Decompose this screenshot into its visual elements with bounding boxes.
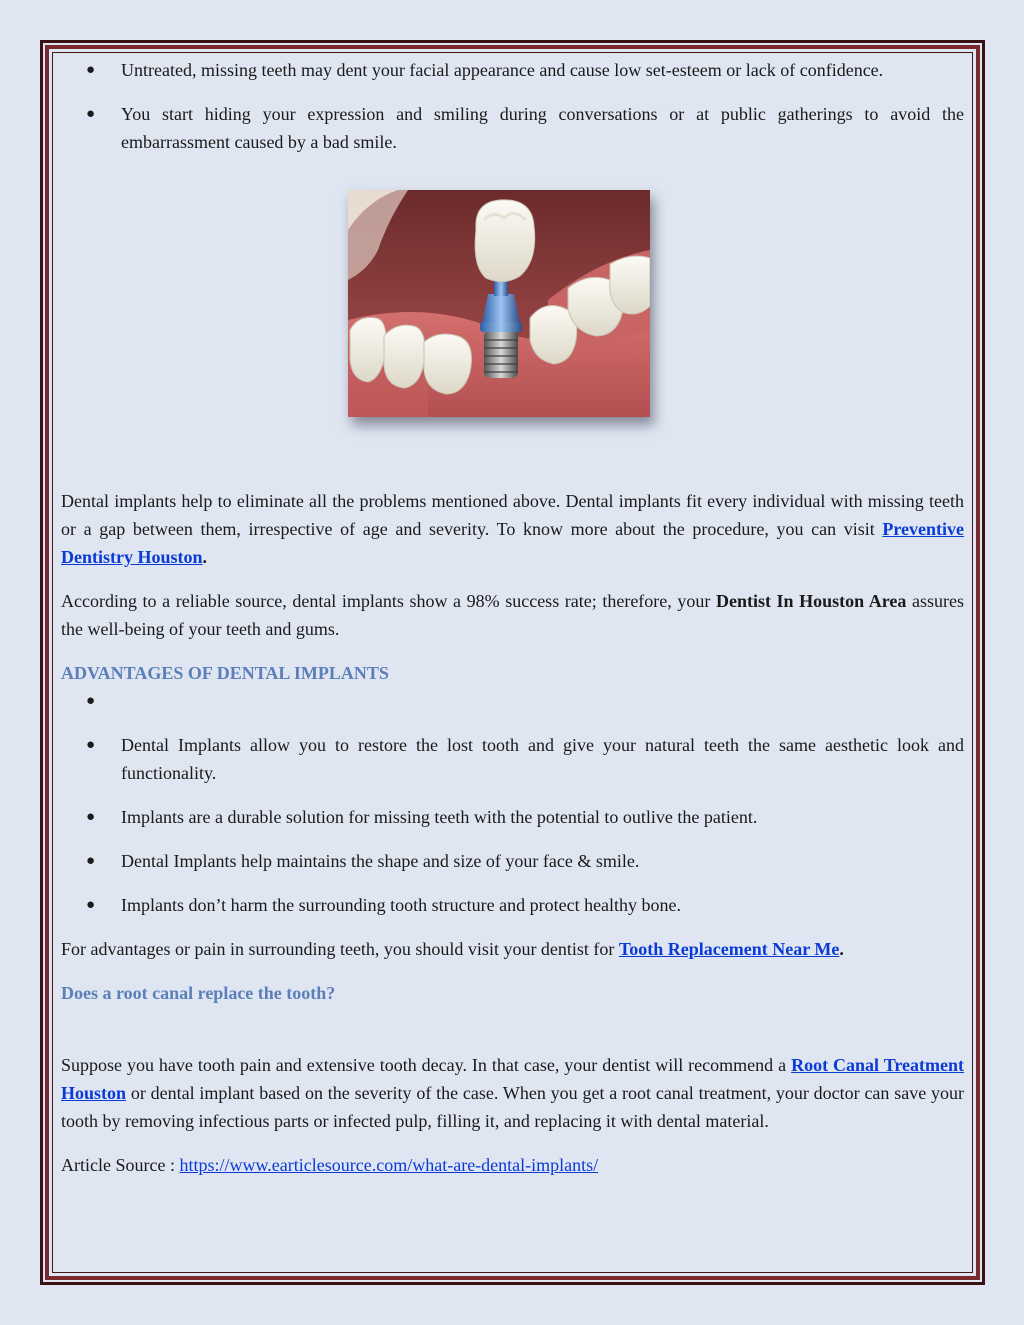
list-item: [61, 56, 964, 84]
paragraph-root-canal: [61, 1051, 964, 1135]
spacer: [61, 417, 964, 487]
paragraph-text: According to a reliable source, dental implants show a 98% success rate; therefore, your: [61, 591, 716, 611]
list-item: [61, 100, 964, 156]
bullet-text: Implants are a durable solution for missing teeth with the potential to outlive the patient.: [121, 807, 758, 827]
bullet-list-top: [61, 56, 964, 156]
bullet-icon: ●: [86, 897, 96, 913]
source-label: Article Source :: [61, 1155, 180, 1175]
bullet-list-advantages: [61, 687, 964, 919]
list-item: [61, 847, 964, 875]
paragraph-text: Dental implants help to eliminate all the problems mentioned above. Dental implants fit every individual with missing teeth or a gap between them, irrespective of age and severity. To know more about the procedure, you can visit: [61, 491, 964, 539]
heading-advantages: ADVANTAGES OF DENTAL IMPLANTS: [61, 663, 389, 683]
article-source: [61, 1151, 964, 1179]
bullet-icon: ●: [86, 809, 96, 825]
paragraph-success-rate: [61, 587, 964, 643]
paragraph-text: For advantages or pain in surrounding teeth, you should visit your dentist for: [61, 939, 619, 959]
paragraph-implants-intro: [61, 487, 964, 571]
paragraph-end: or dental implant based on the severity of the case. When you get a root canal treatment, your doctor can save your tooth by removing infectious parts or infected pulp, filling it, and replacing it with dental material.: [61, 1083, 964, 1131]
dentist-houston-bold: Dentist In Houston Area: [715, 591, 907, 611]
list-item: [61, 687, 964, 715]
bullet-icon: ●: [86, 62, 96, 78]
bullet-text: Dental Implants help maintains the shape and size of your face & smile.: [121, 851, 640, 871]
list-item: [61, 731, 964, 787]
paragraph-end: .: [839, 939, 844, 959]
root-canal-link[interactable]: Root Canal Treatment Houston: [61, 1055, 964, 1103]
paragraph-text: Suppose you have tooth pain and extensive tooth decay. In that case, your dentist will recommend a: [61, 1055, 792, 1075]
bullet-text: Dental Implants allow you to restore the lost tooth and give your natural teeth the same aesthetic look and functionality.: [121, 735, 964, 783]
bullet-text: Implants don’t harm the surrounding tooth structure and protect healthy bone.: [121, 895, 682, 915]
bullet-text: You start hiding your expression and smiling during conversations or at public gatherings to avoid the embarrassment caused by a bad smile.: [121, 104, 964, 152]
bullet-icon: ●: [86, 693, 96, 709]
preventive-dentistry-link[interactable]: Preventive Dentistry Houston: [61, 519, 964, 567]
bullet-icon: ●: [86, 737, 96, 753]
document-content: [61, 56, 964, 1195]
bullet-icon: ●: [86, 106, 96, 122]
dental-implant-illustration: [348, 190, 650, 417]
paragraph-end: .: [202, 547, 208, 567]
spacer: [61, 1007, 964, 1051]
dental-implant-image: [348, 190, 650, 417]
bullet-text: Untreated, missing teeth may dent your facial appearance and cause low set-esteem or lack of confidence.: [121, 60, 884, 80]
article-source-link[interactable]: https://www.earticlesource.com/what-are-dental-implants/: [179, 1155, 599, 1175]
list-item: [61, 891, 964, 919]
heading-root-canal: Does a root canal replace the tooth?: [61, 983, 336, 1003]
bullet-icon: ●: [86, 853, 96, 869]
paragraph-tooth-replacement: [61, 935, 964, 963]
list-item: [61, 803, 964, 831]
tooth-replacement-link[interactable]: Tooth Replacement Near Me: [618, 939, 840, 959]
paragraph-end: assures the well-being of your teeth and gums.: [61, 591, 964, 639]
